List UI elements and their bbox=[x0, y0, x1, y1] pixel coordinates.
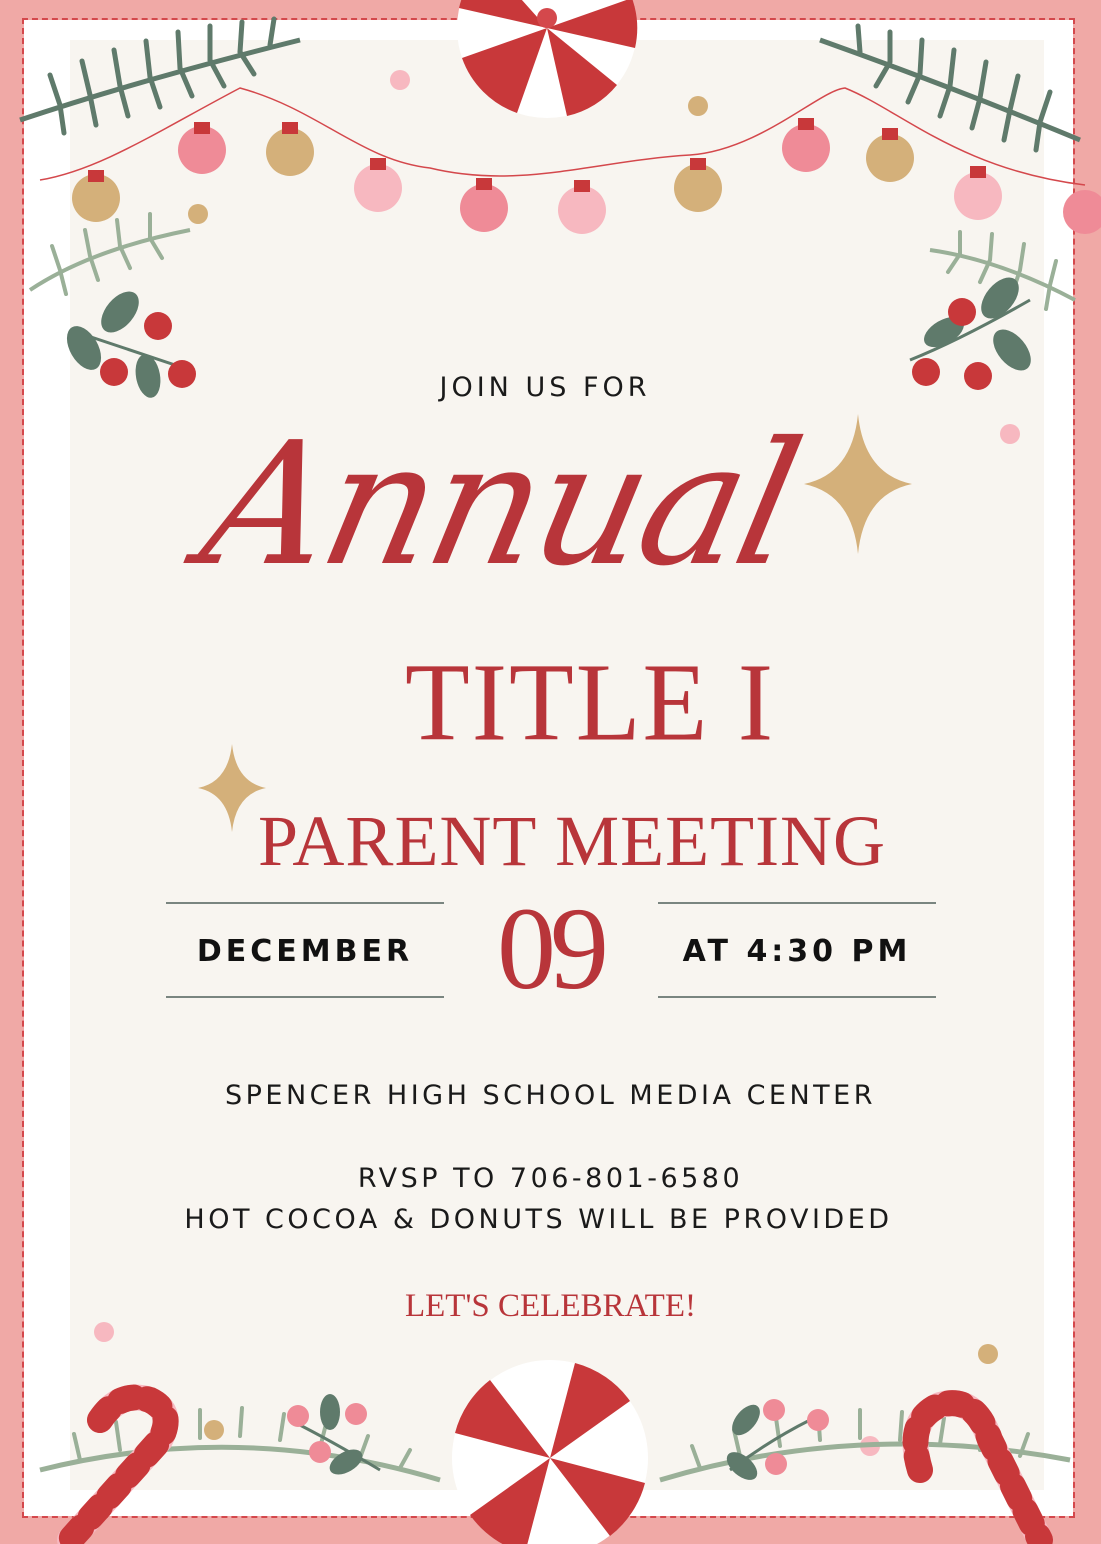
intro-text: JOIN US FOR bbox=[439, 372, 651, 403]
subtitle: PARENT MEETING bbox=[258, 801, 887, 881]
pine-branch-icon bbox=[820, 26, 1080, 150]
candy-cane-icon bbox=[916, 1403, 1041, 1540]
title-line: TITLE I bbox=[404, 641, 776, 764]
event-month: DECEMBER bbox=[196, 934, 414, 969]
divider-bottom-right bbox=[658, 996, 936, 998]
pine-branch-icon bbox=[30, 214, 190, 294]
rsvp-line: RVSP TO 706-801-6580 bbox=[357, 1163, 744, 1194]
divider-top-right bbox=[658, 902, 936, 904]
peppermint-candy-icon bbox=[452, 1360, 648, 1544]
closing-line: LET'S CELEBRATE! bbox=[404, 1288, 696, 1324]
pine-branch-icon bbox=[20, 19, 300, 133]
script-title: Annual bbox=[187, 406, 813, 604]
event-day: 09 bbox=[497, 883, 603, 1014]
event-time: AT 4:30 PM bbox=[682, 934, 912, 969]
refreshments-line: HOT COCOA & DONUTS WILL BE PROVIDED bbox=[184, 1204, 893, 1235]
divider-top-left bbox=[166, 902, 444, 904]
event-location: SPENCER HIGH SCHOOL MEDIA CENTER bbox=[224, 1080, 876, 1111]
divider-bottom-left bbox=[166, 996, 444, 998]
peppermint-candy-icon bbox=[457, 0, 637, 118]
candy-cane-icon bbox=[70, 1398, 166, 1541]
